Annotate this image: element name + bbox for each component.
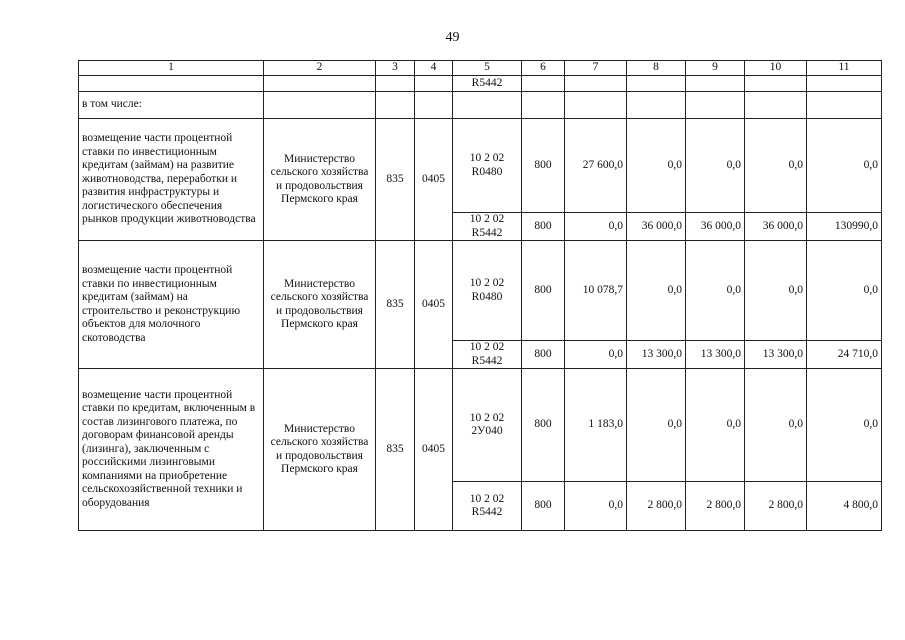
ministry-name: Министерство сельского хозяйства и продовольствия Пермского края (264, 369, 376, 531)
section-code: 0405 (415, 119, 453, 241)
target-article-code: 10 2 02 R0480 (453, 241, 522, 341)
amount-cell: 130990,0 (807, 213, 882, 241)
including-label: в том числе: (79, 92, 264, 119)
measure-description: возмещение части процентной ставки по инвестиционным кредитам (займам) на строительство и реконструкцию объектов для молочного скотоводства (79, 241, 264, 369)
column-header: 8 (627, 61, 686, 76)
amount-cell: 2 800,0 (627, 482, 686, 531)
amount-cell: 24 710,0 (807, 341, 882, 369)
target-article-code: 10 2 02 R0480 (453, 119, 522, 213)
table-row (79, 369, 882, 482)
amount-cell: 0,0 (807, 241, 882, 341)
expense-type: 800 (522, 213, 565, 241)
amount-cell: 2 800,0 (686, 482, 745, 531)
expense-type: 800 (522, 119, 565, 213)
column-header: 11 (807, 61, 882, 76)
section-code: 0405 (415, 369, 453, 531)
amount-cell: 0,0 (686, 241, 745, 341)
amount-cell: 2 800,0 (745, 482, 807, 531)
amount-cell: 0,0 (565, 341, 627, 369)
target-article-code: 10 2 02 2У040 (453, 369, 522, 482)
amount-cell: 0,0 (745, 369, 807, 482)
column-header: 1 (79, 61, 264, 76)
column-number-row (79, 61, 882, 76)
column-header: 3 (376, 61, 415, 76)
amount-cell: 0,0 (807, 119, 882, 213)
amount-cell: 13 300,0 (627, 341, 686, 369)
column-header: 10 (745, 61, 807, 76)
column-header: 4 (415, 61, 453, 76)
expense-type: 800 (522, 482, 565, 531)
target-article-code: 10 2 02 R5442 (453, 482, 522, 531)
column-header: 5 (453, 61, 522, 76)
ministry-name: Министерство сельского хозяйства и продовольствия Пермского края (264, 119, 376, 241)
column-header: 9 (686, 61, 745, 76)
measure-description: возмещение части процентной ставки по кредитам, включенным в состав лизингового платежа, по договорам финансовой аренды (лизинга), заключенным с российскими лизинговыми компаниями на приобретение сельскохозяйственной техники и оборудования (79, 369, 264, 531)
measure-description: возмещение части процентной ставки по инвестиционным кредитам (займам) на развитие животноводства, переработки и развития инфраструктуры и логистического обеспечения рынков продукции животноводства (79, 119, 264, 241)
expense-type: 800 (522, 341, 565, 369)
amount-cell: 27 600,0 (565, 119, 627, 213)
page-number: 49 (445, 30, 460, 45)
column-header: 2 (264, 61, 376, 76)
amount-cell: 10 078,7 (565, 241, 627, 341)
amount-cell: 1 183,0 (565, 369, 627, 482)
amount-cell: 36 000,0 (627, 213, 686, 241)
target-article-code: 10 2 02 R5442 (453, 213, 522, 241)
amount-cell: 0,0 (627, 369, 686, 482)
budget-table (78, 60, 882, 531)
grbs-code: 835 (376, 119, 415, 241)
continuation-code: R5442 (453, 76, 522, 92)
amount-cell: 0,0 (686, 119, 745, 213)
amount-cell: 0,0 (565, 213, 627, 241)
table-row (79, 119, 882, 213)
section-code: 0405 (415, 241, 453, 369)
amount-cell: 13 300,0 (745, 341, 807, 369)
table-row (79, 241, 882, 341)
amount-cell: 13 300,0 (686, 341, 745, 369)
column-header: 6 (522, 61, 565, 76)
including-row (79, 92, 882, 119)
expense-type: 800 (522, 241, 565, 341)
amount-cell: 0,0 (807, 369, 882, 482)
amount-cell: 36 000,0 (686, 213, 745, 241)
grbs-code: 835 (376, 369, 415, 531)
amount-cell: 0,0 (745, 241, 807, 341)
amount-cell: 0,0 (627, 241, 686, 341)
continuation-row (79, 76, 882, 92)
amount-cell: 36 000,0 (745, 213, 807, 241)
amount-cell: 4 800,0 (807, 482, 882, 531)
target-article-code: 10 2 02 R5442 (453, 341, 522, 369)
amount-cell: 0,0 (745, 119, 807, 213)
grbs-code: 835 (376, 241, 415, 369)
expense-type: 800 (522, 369, 565, 482)
column-header: 7 (565, 61, 627, 76)
amount-cell: 0,0 (627, 119, 686, 213)
ministry-name: Министерство сельского хозяйства и продовольствия Пермского края (264, 241, 376, 369)
amount-cell: 0,0 (565, 482, 627, 531)
amount-cell: 0,0 (686, 369, 745, 482)
